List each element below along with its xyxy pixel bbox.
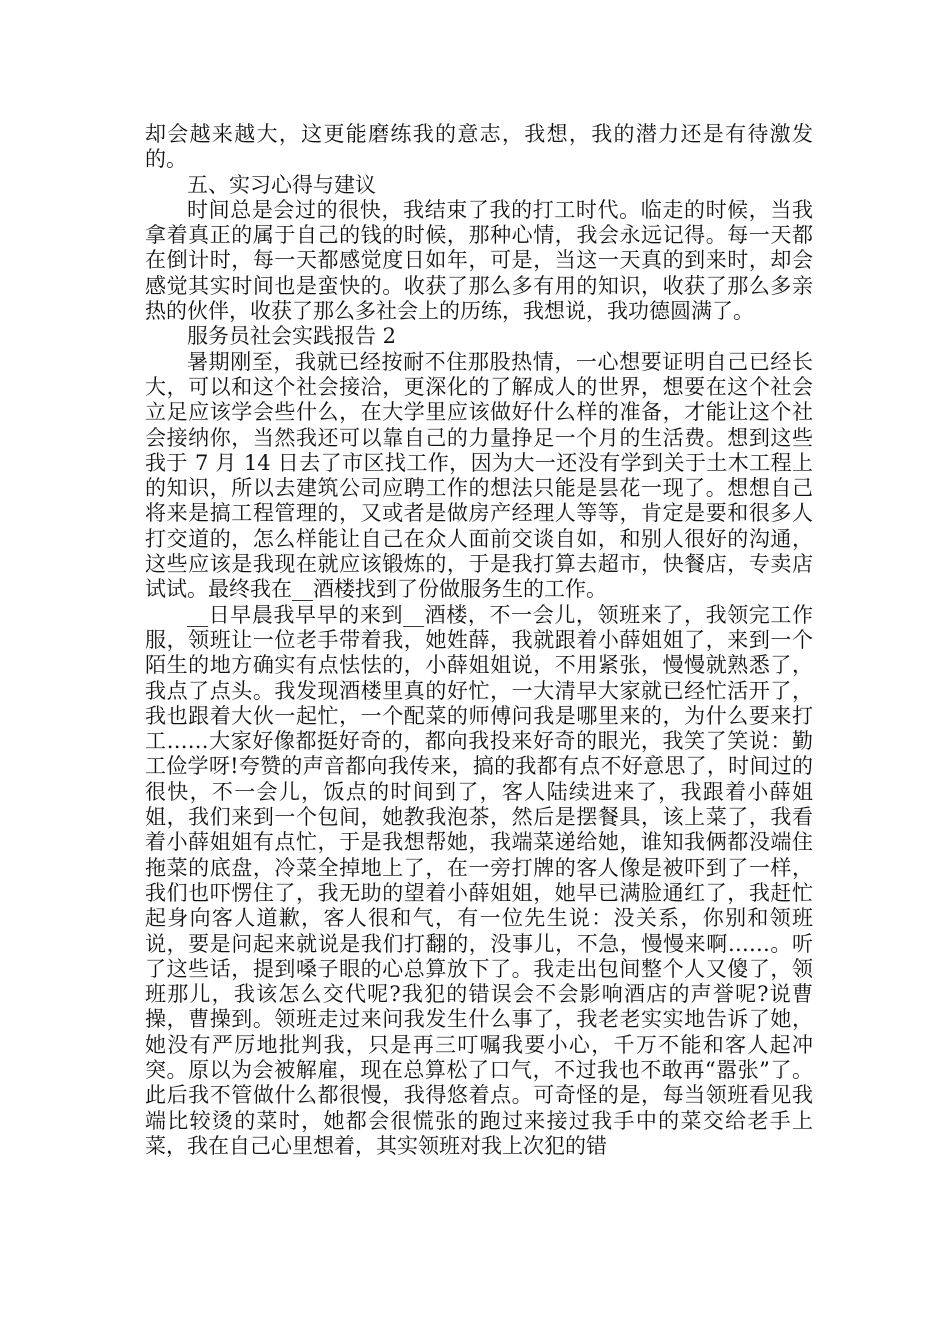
paragraph-section-5: 时间总是会过的很快，我结束了我的打工时代。临走的时候，当我拿着真正的属于自己的钱的时候，那种心情，我会永远记得。每一天都在倒计时，每一天都感觉度日如年，可是，当这一天真的到来时，却会感觉其实时间也是蛮快的。收获了那么多有用的知识，收获了那么多亲热的伙伴，收获了那么多社会上的历练，我想说，我功德圆满了。	[145, 197, 813, 324]
paragraph-report-2-2: __日早晨我早早的来到__酒楼，不一会儿，领班来了，我领完工作服，领班让一位老手带着我，她姓薛，我就跟着小薛姐姐了，来到一个陌生的地方确实有点怯怯的，小薛姐姐说，不用紧张，慢慢就熟悉了，我点了点头。我发现酒楼里真的好忙，一大清早大家就已经忙活开了，我也跟着大伙一起忙，一个配菜的师傅问我是哪里来的，为什么要来打工……大家好像都挺好奇的，都向我投来好奇的眼光，我笑了笑说：勤工俭学呀!夸赞的声音都向我传来，搞的我都有点不好意思了，时间过的很快，不一会儿，饭点的时间到了，客人陆续进来了，我跟着小薛姐姐，我们来到一个包间，她教我泡茶，然后是摆餐具，该上菜了，我看着小薛姐姐有点忙，于是我想帮她，我端菜递给她，谁知我俩都没端住拖菜的底盘，冷菜全掉地上了，在一旁打牌的客人像是被吓到了一样，我们也吓愣住了，我无助的望着小薛姐姐，她早已满脸通红了，我赶忙起身向客人道歉，客人很和气，有一位先生说：没关系，你别和领班说，要是问起来就说是我们打翻的，没事儿，不急，慢慢来啊……。听了这些话，提到嗓子眼的心总算放下了。我走出包间整个人又傻了，领班那儿，我该怎么交代呢?我犯的错误会不会影响酒店的声誉呢?说曹操，曹操到。领班走过来问我发生什么事了，我老老实实地告诉了她，她没有严厉地批判我，只是再三叮嘱我要小心，千万不能和客人起冲突。原以为会被解雇，现在总算松了口气，不过我也不敢再“嚣张”了。此后我不管做什么都很慢，我得悠着点。可奇怪的是，每当领班看见我端比较烫的菜时，她都会很慌张的跑过来接过我手中的菜交给老手上菜，我在自己心里想着，其实领班对我上次犯的错	[145, 602, 813, 1158]
document-page	[145, 122, 813, 1159]
section-heading-5: 五、实习心得与建议	[187, 172, 376, 197]
paragraph-report-2-1: 暑期刚至，我就已经按耐不住那股热情，一心想要证明自己已经长大，可以和这个社会接洽，更深化的了解成人的世界，想要在这个社会立足应该学会些什么，在大学里应该做好什么样的准备，才能让这个社会接纳你，当然我还可以靠自己的力量挣足一个月的生活费。想到这些我于 7 月 14 日去了市区找工作，因为大一还没有学到关于土木工程上的知识，所以去建筑公司应聘工作的想法只能是昙花一现了。想想自己将来是搞工程管理的，又或者是做房产经理人等等，肯定是要和很多人打交道的，怎么样能让自己在众人面前交谈自如，和别人很好的沟通，这些应该是我现在就应该锻炼的，于是我打算去超市，快餐店，专卖店试试。最终我在__酒楼找到了份做服务生的工作。	[145, 349, 813, 602]
report-heading-2: 服务员社会实践报告 2	[187, 324, 397, 349]
paragraph-continuation: 却会越来越大，这更能磨练我的意志，我想，我的潜力还是有待激发的。	[145, 122, 813, 172]
